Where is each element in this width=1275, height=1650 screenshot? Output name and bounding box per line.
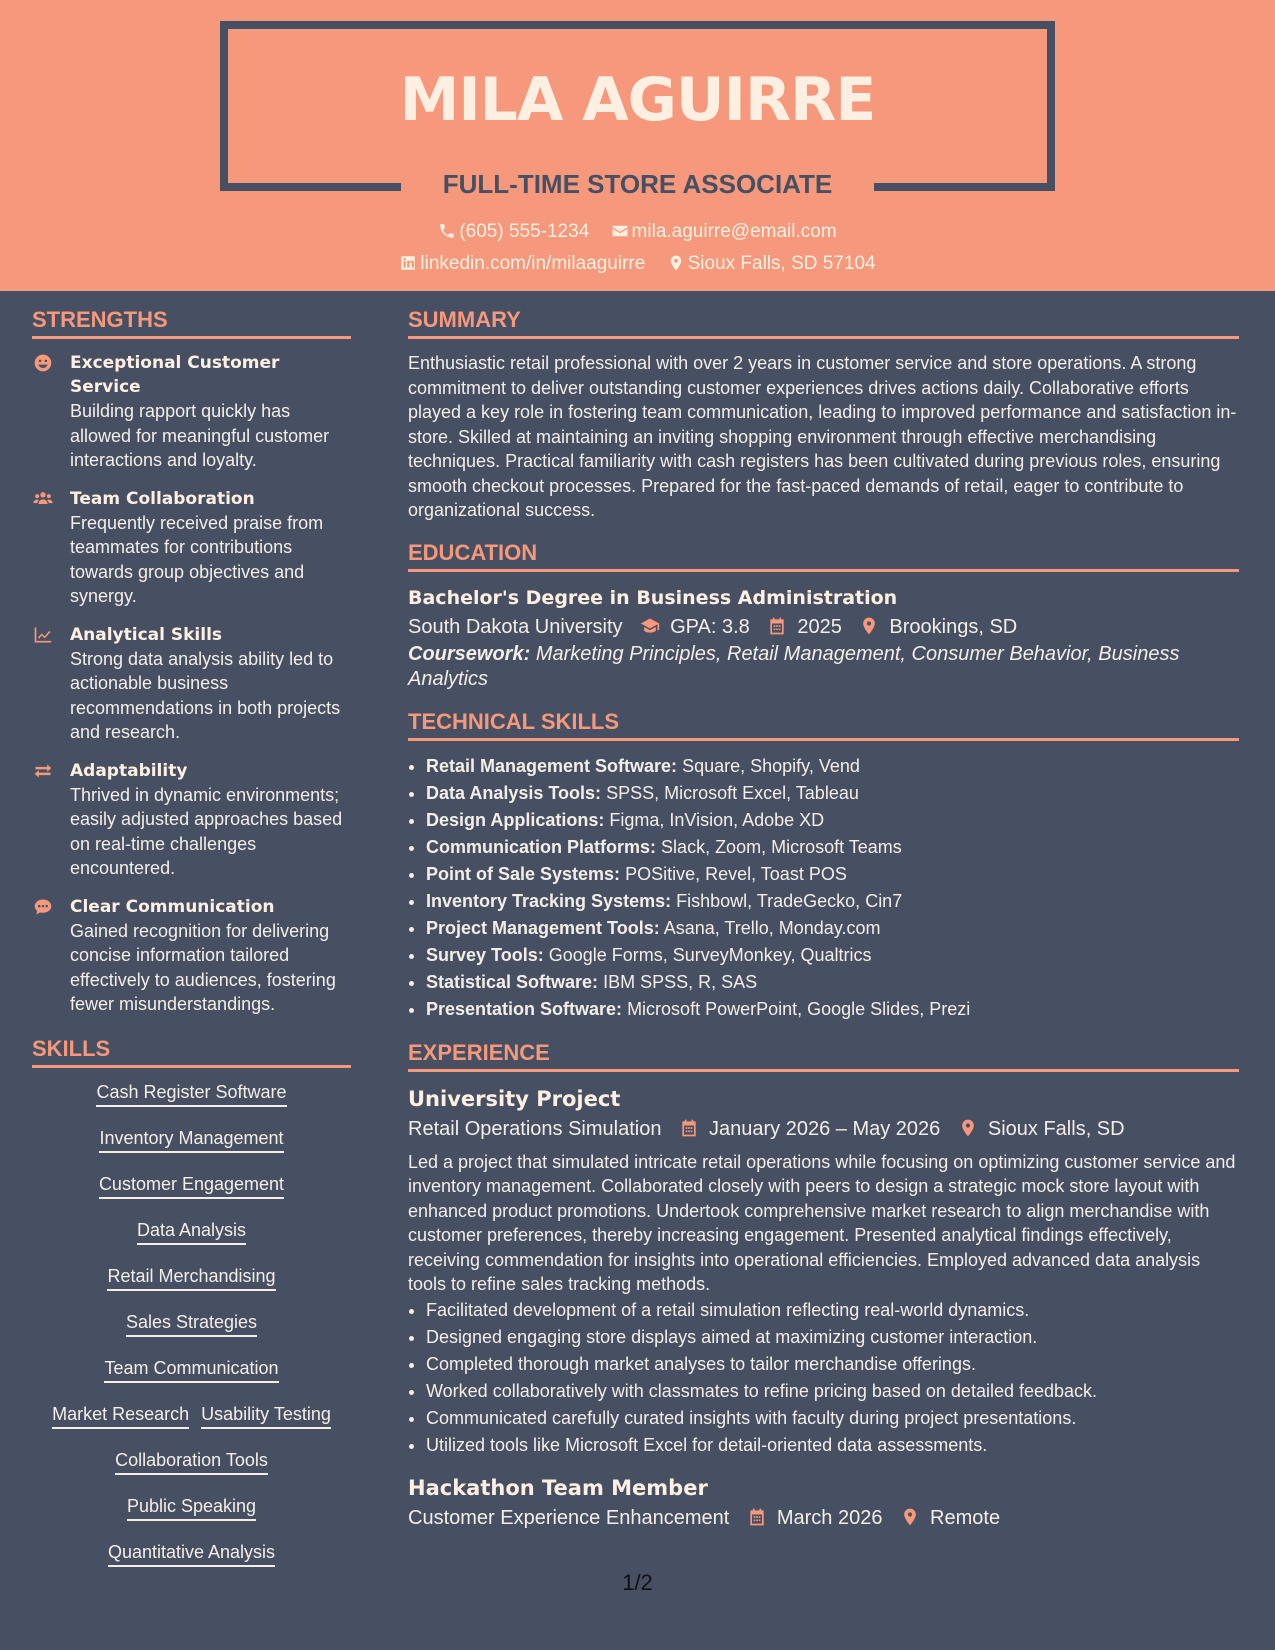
- strength-desc: Strong data analysis ability led to actionable business recommendations in both projects and research.: [70, 648, 341, 742]
- linkedin-icon: [399, 254, 417, 272]
- resume-header: [0, 0, 1275, 291]
- strength-title: Team Collaboration: [70, 488, 255, 509]
- skill-tag: Retail Merchandising: [107, 1264, 275, 1291]
- list-item: • Utilized tools like Microsoft Excel for detail-oriented data assessments.: [426, 1432, 1239, 1459]
- skill-tag: Sales Strategies: [126, 1310, 257, 1337]
- map-pin-icon: [958, 1118, 978, 1138]
- list-item: [426, 834, 1239, 861]
- list-item: • Designed engaging store displays aimed at maximizing customer interaction.: [426, 1324, 1239, 1351]
- tech-skill-value: Figma, InVision, Adobe XD: [609, 809, 825, 830]
- email-text: mila.aguirre@email.com: [631, 221, 837, 242]
- tech-skill-label: Point of Sale Systems:: [426, 863, 621, 884]
- candidate-name: MILA AGUIRRE: [399, 65, 876, 135]
- experience-dates: January 2026 – May 2026: [709, 1117, 941, 1140]
- contact-line-1: [0, 219, 1275, 245]
- page-number: 1/2: [622, 1570, 653, 1595]
- school-name: South Dakota University: [408, 615, 623, 638]
- graduation-cap-icon: [640, 616, 660, 636]
- tech-skill-label: Retail Management Software:: [426, 755, 678, 776]
- contact-line-2: [0, 251, 1275, 277]
- users-icon: [32, 489, 54, 509]
- phone-text: (605) 555-1234: [459, 221, 590, 242]
- chart-line-icon: [32, 625, 54, 645]
- list-item: [426, 753, 1239, 780]
- linkedin-contact[interactable]: [399, 251, 645, 277]
- tech-skill-label: Inventory Tracking Systems:: [426, 890, 672, 911]
- strength-desc: Building rapport quickly has allowed for meaningful customer interactions and loyalty.: [70, 401, 330, 470]
- skill-tag: Usability Testing: [201, 1402, 331, 1429]
- calendar-icon: [767, 616, 787, 636]
- tech-skill-label: Project Management Tools:: [426, 917, 660, 938]
- comment-icon: [32, 897, 54, 917]
- gpa-text: GPA: 3.8: [670, 615, 750, 638]
- header-frame-right-base: [874, 183, 1055, 191]
- smile-icon: [32, 353, 54, 373]
- tech-skill-value: Google Forms, SurveyMonkey, Qualtrics: [548, 944, 872, 965]
- map-pin-icon: [667, 254, 685, 272]
- coursework-list: Marketing Principles, Retail Management, Consumer Behavior, Business Analytics: [408, 642, 1180, 690]
- skills-heading: SKILLS: [32, 1035, 351, 1068]
- experience-location: Sioux Falls, SD: [987, 1117, 1125, 1140]
- strengths-heading: STRENGTHS: [32, 306, 351, 339]
- school-location: Brookings, SD: [889, 615, 1018, 638]
- strength-title: Analytical Skills: [70, 624, 223, 645]
- header-frame-left-base: [220, 183, 401, 191]
- list-item: • Facilitated development of a retail simulation reflecting real-world dynamics.: [426, 1297, 1239, 1324]
- coursework-label: Coursework:: [408, 642, 531, 665]
- experience-heading: EXPERIENCE: [408, 1039, 1239, 1072]
- summary-text: Enthusiastic retail professional with over 2 years in customer service and store operations. A strong commitment to deliver outstanding customer experiences drives actions daily. Collaborative efforts played a key role in fostering team communication, leading to improved performance and satisfaction in-store. Skilled at maintaining an inviting shopping environment through effective merchandising techniques. Practical familiarity with cash registers has been cultivated during previous roles, ensuring smooth checkout processes. Prepared for the fast-paced demands of retail, eager to contribute to organizational success.: [408, 353, 1237, 520]
- list-item: [426, 807, 1239, 834]
- list-item: [426, 969, 1239, 996]
- list-item: [426, 996, 1239, 1023]
- strength-title: Clear Communication: [70, 896, 275, 917]
- skill-tag: Team Communication: [104, 1356, 278, 1383]
- experience-item: [408, 1084, 1239, 1459]
- education-meta: [408, 612, 1239, 642]
- tech-skill-value: POSitive, Revel, Toast POS: [625, 863, 847, 884]
- tech-skill-value: Fishbowl, TradeGecko, Cin7: [676, 890, 903, 911]
- coursework: [408, 642, 1239, 692]
- tech-skill-label: Presentation Software:: [426, 998, 623, 1019]
- skill-tag: Customer Engagement: [99, 1172, 284, 1199]
- tech-skill-value: Slack, Zoom, Microsoft Teams: [661, 836, 902, 857]
- graduation-year: 2025: [797, 615, 842, 638]
- strength-item: [32, 351, 351, 473]
- skill-tag: Quantitative Analysis: [108, 1540, 275, 1567]
- skill-tag: Inventory Management: [99, 1126, 283, 1153]
- experience-item: [408, 1473, 1239, 1533]
- summary-heading: SUMMARY: [408, 306, 1239, 339]
- tech-skill-value: Microsoft PowerPoint, Google Slides, Prezi: [627, 998, 971, 1019]
- experience-subtitle: Customer Experience Enhancement: [408, 1506, 730, 1529]
- strength-item: [32, 623, 351, 745]
- experience-bullets: [408, 1297, 1239, 1459]
- tech-skill-label: Statistical Software:: [426, 971, 599, 992]
- experience-meta: [408, 1503, 1239, 1533]
- skill-tag: Cash Register Software: [96, 1080, 286, 1107]
- right-column: [408, 306, 1239, 1547]
- tech-skill-label: Survey Tools:: [426, 944, 544, 965]
- list-item: • Completed thorough market analyses to tailor merchandise offerings.: [426, 1351, 1239, 1378]
- experience-meta: [408, 1114, 1239, 1144]
- strength-desc: Gained recognition for delivering concise information tailored effectively to audiences, fostering fewer misunderstandings.: [70, 920, 336, 1014]
- technical-skills-heading: TECHNICAL SKILLS: [408, 708, 1239, 741]
- list-item: [426, 942, 1239, 969]
- exchange-icon: [32, 761, 54, 781]
- linkedin-text: linkedin.com/in/milaaguirre: [420, 253, 646, 274]
- list-item: [426, 888, 1239, 915]
- tech-skill-value: Square, Shopify, Vend: [682, 755, 860, 776]
- list-item: [426, 780, 1239, 807]
- degree-title: Bachelor's Degree in Business Administration: [408, 586, 898, 609]
- experience-dates: March 2026: [776, 1506, 883, 1529]
- strength-item: [32, 895, 351, 1017]
- strength-title: Exceptional Customer Service: [70, 353, 280, 397]
- strength-item: [32, 759, 351, 881]
- skill-tag: Public Speaking: [127, 1494, 256, 1521]
- skill-tag: Data Analysis: [137, 1218, 246, 1245]
- tech-skill-value: IBM SPSS, R, SAS: [603, 971, 758, 992]
- strength-desc: Thrived in dynamic environments; easily adjusted approaches based on real-time challenges encountered.: [70, 784, 343, 878]
- location-text: Sioux Falls, SD 57104: [687, 253, 876, 274]
- calendar-icon: [747, 1507, 767, 1527]
- experience-title: Hackathon Team Member: [408, 1475, 708, 1500]
- tech-skill-label: Design Applications:: [426, 809, 605, 830]
- list-item: • Communicated carefully curated insights with faculty during project presentations.: [426, 1405, 1239, 1432]
- tech-skill-value: Asana, Trello, Monday.com: [663, 917, 881, 938]
- experience-subtitle: Retail Operations Simulation: [408, 1117, 662, 1140]
- map-pin-icon: [900, 1507, 920, 1527]
- technical-skills-list: [408, 753, 1239, 1023]
- skills-list: [32, 1080, 351, 1586]
- job-title: FULL-TIME STORE ASSOCIATE: [442, 169, 833, 199]
- experience-title: University Project: [408, 1086, 621, 1111]
- list-item: • Worked collaboratively with classmates to refine pricing based on detailed feedback.: [426, 1378, 1239, 1405]
- tech-skill-label: Communication Platforms:: [426, 836, 657, 857]
- list-item: [426, 861, 1239, 888]
- location-contact: [667, 251, 876, 277]
- experience-description: Led a project that simulated intricate retail operations while focusing on optimizing customer service and inventory management. Collaborated closely with peers to design a strategic mock store layout with enhanced product promotions. Undertook comprehensive market research to align merchandise with customer preferences, thereby increasing engagement. Presented analytical findings effectively, receiving commendation for insights into operational efficiencies. Employed advanced data analysis tools to refine sales tracking methods.: [408, 1151, 1236, 1294]
- phone-contact[interactable]: [438, 219, 589, 245]
- skill-tag: Collaboration Tools: [115, 1448, 268, 1475]
- strength-desc: Frequently received praise from teammates for contributions towards group objectives and synergy.: [70, 512, 324, 606]
- tech-skill-label: Data Analysis Tools:: [426, 782, 602, 803]
- phone-icon: [438, 222, 456, 240]
- education-heading: EDUCATION: [408, 539, 1239, 572]
- strength-item: [32, 487, 351, 609]
- map-pin-icon: [859, 616, 879, 636]
- envelope-icon: [611, 222, 629, 240]
- experience-location: Remote: [930, 1506, 1001, 1529]
- strength-title: Adaptability: [70, 760, 188, 781]
- left-column: [32, 306, 351, 1586]
- calendar-icon: [679, 1118, 699, 1138]
- skill-tag: Market Research: [52, 1402, 189, 1429]
- list-item: [426, 915, 1239, 942]
- email-contact[interactable]: [611, 219, 837, 245]
- tech-skill-value: SPSS, Microsoft Excel, Tableau: [606, 782, 859, 803]
